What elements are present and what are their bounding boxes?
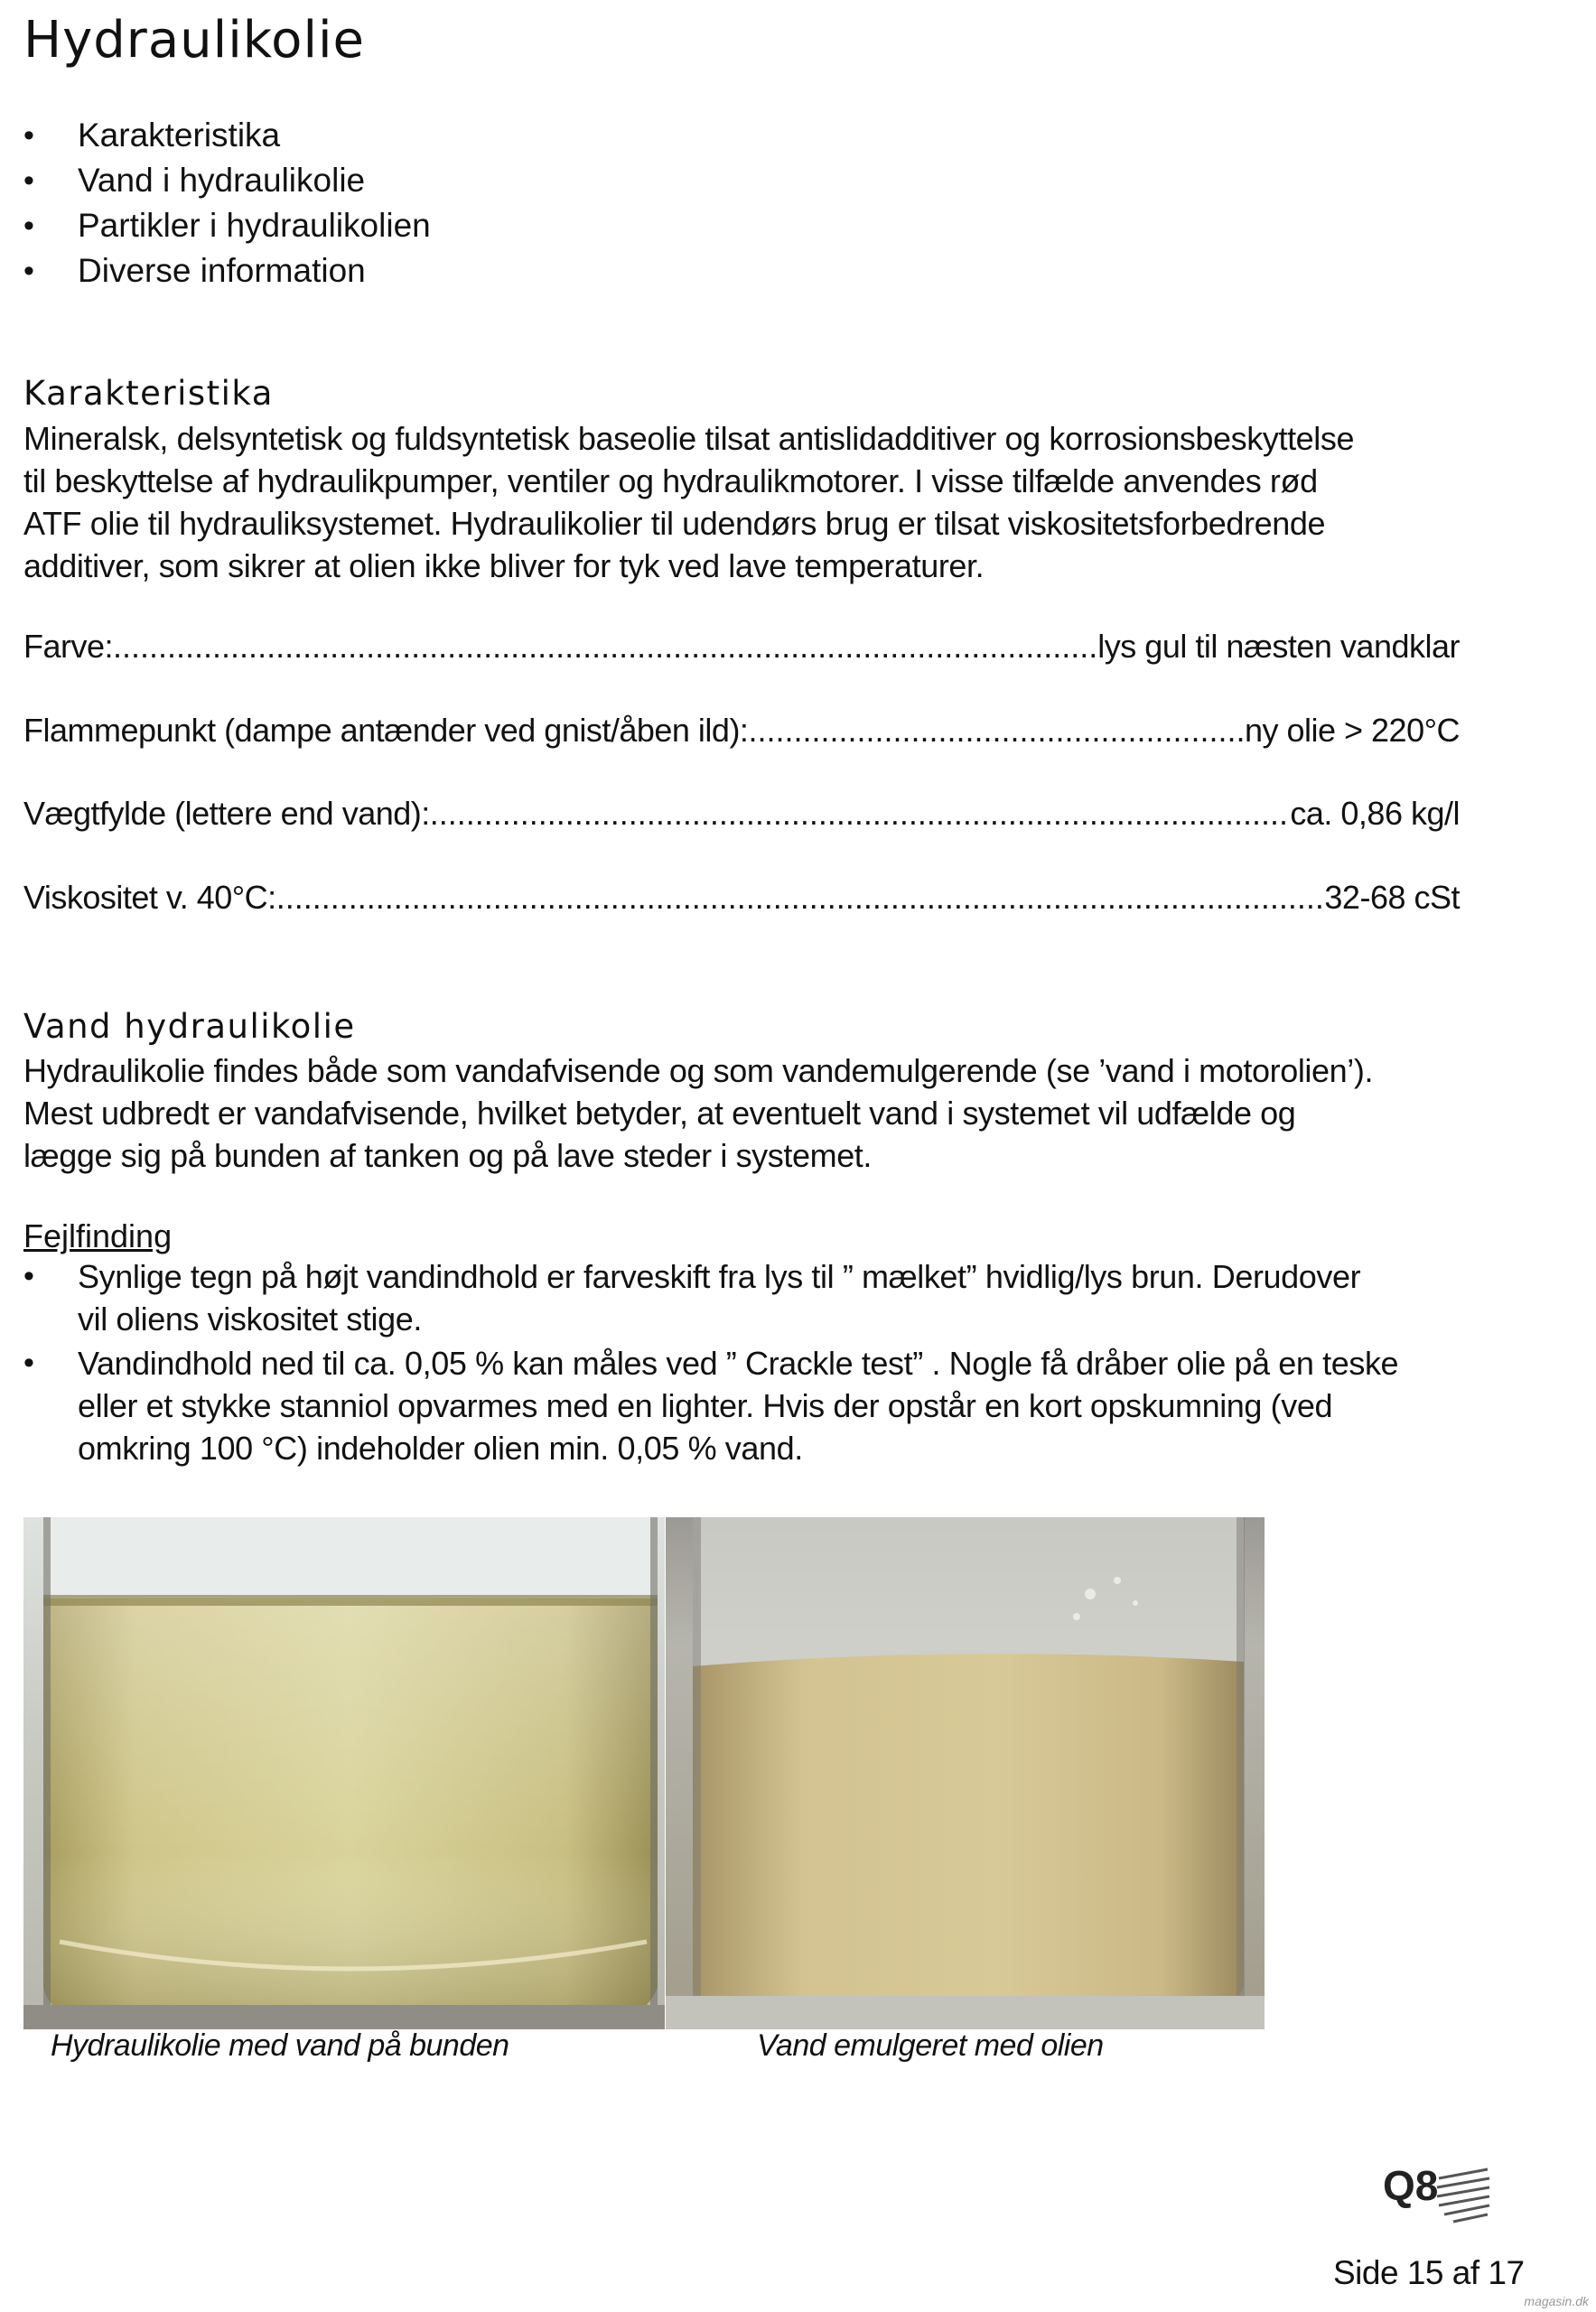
spec-row-viskositet [23,879,1460,917]
text-line: eller et stykke stanniol opvarmes med en lighter. Hvis der opstår en kort opskumning (ved [78,1387,1333,1424]
spec-value: ny olie > 220°C [1244,712,1460,749]
photo-oil-water-bottom [23,1517,665,2029]
spec-label: Viskositet v. 40°C: [23,879,276,916]
glass-emulsified-oil-image [666,1517,1265,2029]
q8-logo [1381,2151,1517,2225]
text-line: Mineralsk, delsyntetisk og fuldsyntetisk baseolie tilsat antislidadditiver og korrosionsbeskyttelse [23,420,1355,457]
toc-item[interactable]: • Karakteristika [23,113,431,158]
glass-clear-oil-image [23,1517,665,2029]
spec-value: ca. 0,86 kg/l [1290,795,1460,832]
spec-label: Flammepunkt (dampe antænder ved gnist/åben ild): [23,712,749,749]
karakteristika-heading: Karakteristika [23,374,274,413]
watermark: magasin.dk [1524,2294,1589,2308]
page-number: Side 15 af 17 [1333,2254,1525,2291]
text-line: ATF olie til hydrauliksystemet. Hydraulikolier til udendørs brug er tilsat viskositetsforbedrende [23,505,1326,542]
list-item [23,1255,1559,1340]
page-title: Hydraulikolie [23,11,366,70]
spec-row-flammepunkt [23,712,1460,750]
toc-item[interactable]: • Vand i hydraulikolie [23,158,431,203]
text-line: • Synlige tegn på højt vandindhold er farveskift fra lys til ” mælket” hvidlig/lys brun. Derudover [78,1258,1361,1295]
spec-value: lys gul til næsten vandklar [1097,628,1460,665]
spec-label: Farve: [23,628,114,665]
dot-leader [748,712,1245,750]
text-line: Mest udbredt er vandafvisende, hvilket betyder, at eventuelt vand i systemet vil udfælde og [23,1095,1296,1132]
text-line: vil oliens viskositet stige. [78,1300,422,1338]
vand-heading: Vand hydraulikolie [23,1007,356,1046]
dot-leader [430,795,1291,833]
spec-value: 32-68 cSt [1324,879,1460,916]
spec-row-vaegtfylde [23,795,1460,833]
text-line: lægge sig på bunden af tanken og på lave steder i systemet. [23,1137,873,1174]
text-line: additiver, som sikrer at olien ikke bliver for tyk ved lave temperaturer. [23,547,985,584]
fejlfinding-heading: Fejlfinding [23,1217,173,1254]
text-line: til beskyttelse af hydraulikpumper, ventiler og hydraulikmotorer. I visse tilfælde anvendes rød [23,462,1318,499]
dot-leader [113,628,1097,666]
text-line: • Vandindhold ned til ca. 0,05 % kan måles ved ” Crackle test” . Nogle få dråber olie på en teske [78,1345,1399,1382]
table-of-contents [23,113,431,294]
toc-item[interactable]: • Diverse information [23,248,431,294]
spec-label: Vægtfylde (lettere end vand): [23,795,430,832]
toc-item[interactable]: • Partikler i hydraulikolien [23,203,431,248]
fejlfinding-list [23,1255,1559,1471]
vand-paragraph [23,1049,1559,1177]
photo-caption: Vand emulgeret med olien [757,2028,1104,2063]
text-line: omkring 100 °C) indeholder olien min. 0,05 % vand. [78,1430,803,1467]
list-item [23,1342,1559,1469]
photo-caption: Hydraulikolie med vand på bunden [51,2028,509,2063]
q8-logo-icon [1381,2151,1517,2225]
photo-oil-emulsified [666,1517,1265,2029]
dot-leader [276,879,1325,917]
spec-row-farve [23,628,1460,666]
text-line: Hydraulikolie findes både som vandafvisende og som vandemulgerende (se ’vand i motorolien’). [23,1052,1374,1089]
karakteristika-paragraph [23,417,1559,587]
svg-text:Q8: Q8 [1383,2162,1439,2209]
